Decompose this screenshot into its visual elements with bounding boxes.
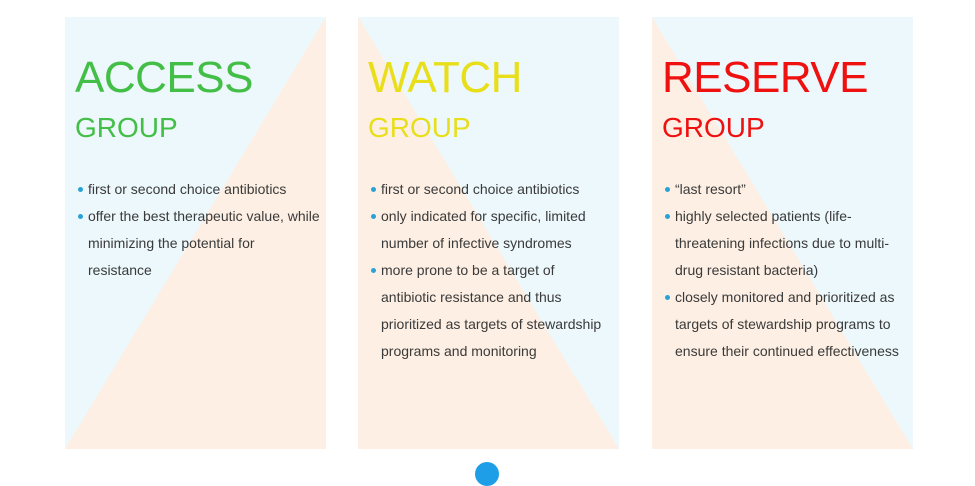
list-item	[368, 176, 613, 203]
list-item-text: highly selected patients (life-threatening infections due to multi-drug resistant bacteria)	[675, 208, 890, 278]
bullet-icon	[665, 295, 670, 300]
reserve-item-list	[662, 176, 907, 365]
list-item	[662, 284, 907, 365]
list-item	[75, 203, 320, 284]
list-item-text: first or second choice antibiotics	[88, 181, 287, 197]
watch-group-card	[358, 17, 619, 449]
list-item-text: more prone to be a target of antibiotic resistance and thus prioritized as targets of stewardship programs and monitoring	[381, 262, 602, 359]
reserve-title: RESERVE	[662, 53, 868, 102]
list-item	[662, 176, 907, 203]
list-item	[368, 203, 613, 257]
bullet-icon	[665, 187, 670, 192]
list-item-text: offer the best therapeutic value, while minimizing the potential for resistance	[88, 208, 320, 278]
list-item-text: closely monitored and prioritized as targets of stewardship programs to ensure their continued effectiveness	[675, 289, 899, 359]
list-item	[662, 203, 907, 284]
list-item-text: “last resort”	[675, 181, 746, 197]
list-item-text: only indicated for specific, limited number of infective syndromes	[381, 208, 586, 251]
access-item-list	[75, 176, 320, 284]
reserve-group-card	[652, 17, 913, 449]
bullet-icon	[78, 214, 83, 219]
watch-subtitle: GROUP	[368, 112, 471, 143]
reserve-subtitle: GROUP	[662, 112, 765, 143]
watch-title: WATCH	[368, 53, 522, 102]
list-item	[75, 176, 320, 203]
navigation-dot[interactable]	[475, 462, 499, 486]
list-item	[368, 257, 613, 365]
bullet-icon	[371, 214, 376, 219]
access-group-card	[65, 17, 326, 449]
bullet-icon	[371, 187, 376, 192]
bullet-icon	[665, 214, 670, 219]
access-title: ACCESS	[75, 53, 253, 102]
list-item-text: first or second choice antibiotics	[381, 181, 580, 197]
bullet-icon	[371, 268, 376, 273]
watch-item-list	[368, 176, 613, 365]
access-subtitle: GROUP	[75, 112, 178, 143]
bullet-icon	[78, 187, 83, 192]
